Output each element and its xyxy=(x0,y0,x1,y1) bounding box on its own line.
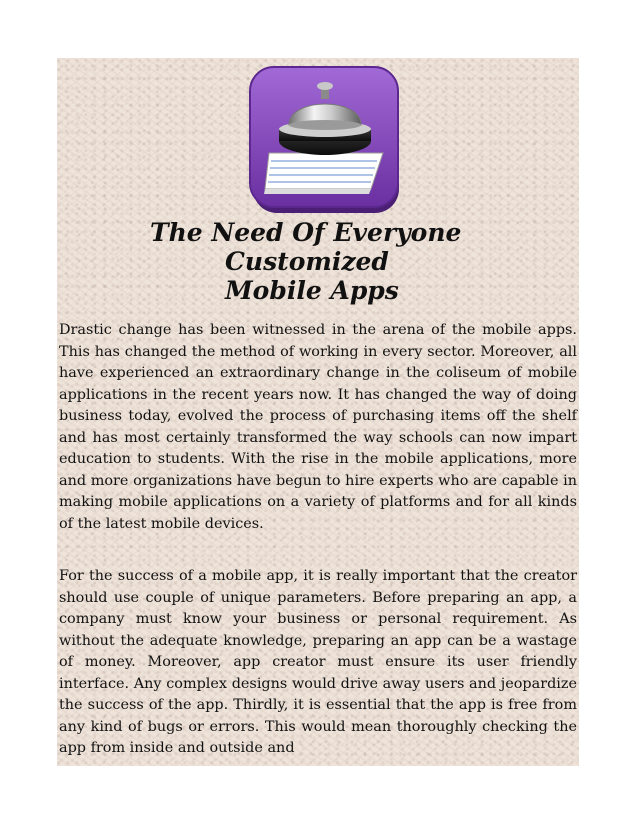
paragraph-1: Drastic change has been witnessed in the arena of the mobile apps. This has changed the method of working in every sector. Moreover, all have experienced an extraordinary change in the coliseum of mobile applications in the recent years now. It has changed the way of doing business today, evolved the process of purchasing items off the shelf and has most certainly transformed the way schools can now impart education to students. With the rise in the mobile applications, more and more organizations have begun to hire experts who are capable in making mobile applications on a variety of platforms and for all kinds of the latest mobile devices. xyxy=(59,322,577,532)
title-line-1: The Need Of Everyone xyxy=(150,218,462,247)
document-page xyxy=(57,58,579,766)
service-bell-app-icon xyxy=(247,65,405,215)
title-line-2: Customized xyxy=(225,247,389,276)
title-line-3: Mobile Apps xyxy=(225,276,399,305)
paragraph-2: For the success of a mobile app, it is really important that the creator should use couple of unique parameters. Before preparing an app, a company must know your business or personal requirement. As without the adequate knowledge, preparing an app can be a wastage of money. Moreover, app creator must ensure its user friendly interface. Any complex designs would drive away users and jeopardize the success of the app. Thirdly, it is essential that the app is free from any kind of bugs or errors. This would mean thoroughly checking the app from inside and outside and xyxy=(59,568,577,756)
